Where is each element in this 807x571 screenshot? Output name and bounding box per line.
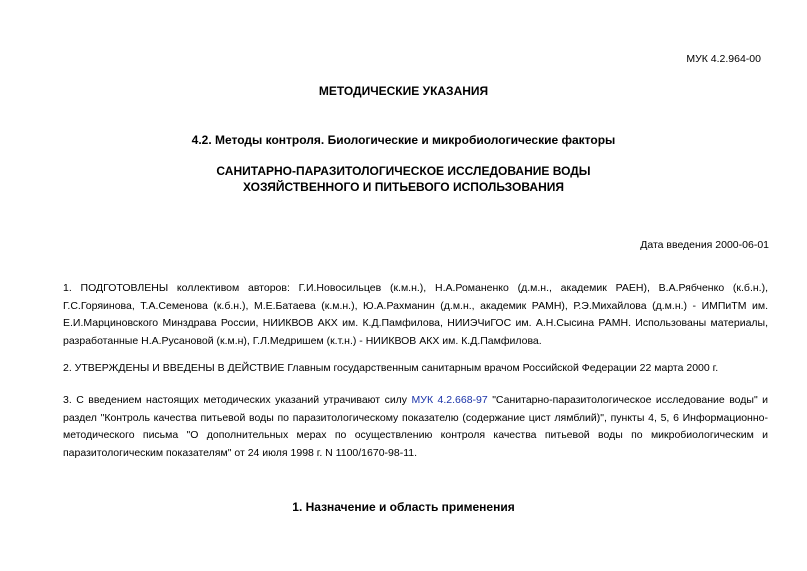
section-heading-purpose: 1. Назначение и область применения: [292, 500, 515, 514]
paragraph-2-text: 2. УТВЕРЖДЕНЫ И ВВЕДЕНЫ В ДЕЙСТВИЕ Главным государственным санитарным врачом Российской Федерации 22 марта 2000 г.: [63, 362, 719, 374]
heading-line-2: ХОЗЯЙСТВЕННОГО И ПИТЬЕВОГО ИСПОЛЬЗОВАНИЯ: [242, 180, 565, 194]
paragraph-prepared-by: [41, 280, 768, 350]
paragraph-approved: [41, 360, 768, 378]
paragraph-3-text-after: "Санитарно-паразитологическое исследование воды" и раздел "Контроль качества питьевой воды по паразитологическому показателю (содержание цист лямблий)", пункты 4, 5, 6 Информационно-методического письма "О дополнительных мерах по осуществлению контроля качества питьевой воды по микробиологическим и паразитологическим показателям" от 24 июля 1998 г. N 1100/1670-98-11.: [63, 394, 768, 459]
paragraph-1-text: 1. ПОДГОТОВЛЕНЫ коллективом авторов: Г.И.Новосильцев (к.м.н.), Н.А.Романенко (д.м.н., академик РАЕН), В.А.Рябченко (к.б.н.), Г.С.Горяинова, Т.А.Семенова (к.б.н.), М.Е.Батаева (к.м.н.), Ю.А.Рахманин (д.м.н., академик РАМН), Р.Э.Михайлова (д.м.н.) - ИМПиТМ им. Е.И.Марциновского Минздрава России, НИИКВОВ АКХ им. К.Д.Памфилова, НИИЭЧиГОС им. А.Н.Сысина РАМН. Использованы материалы, разработанные Н.А.Русановой (к.м.н), Г.Л.Медришем (к.т.н.) - НИИКВОВ АКХ им. К.Д.Памфилова.: [63, 282, 768, 347]
effective-date: Дата введения 2000-06-01: [640, 239, 769, 251]
document-heading: [0, 163, 807, 195]
paragraph-3-body: [41, 392, 768, 462]
paragraph-superseded: [41, 392, 768, 462]
document-title: МЕТОДИЧЕСКИЕ УКАЗАНИЯ: [318, 84, 489, 98]
document-subtitle: 4.2. Методы контроля. Биологические и микробиологические факторы: [191, 133, 616, 147]
heading-line-1: САНИТАРНО-ПАРАЗИТОЛОГИЧЕСКОЕ ИССЛЕДОВАНИЕ ВОДЫ: [216, 164, 591, 178]
document-code: МУК 4.2.964-00: [686, 53, 761, 65]
paragraph-3-text-before: 3. С введением настоящих методических указаний утрачивают силу: [63, 394, 412, 406]
muk-4-2-668-97-link[interactable]: МУК 4.2.668-97: [411, 394, 488, 406]
